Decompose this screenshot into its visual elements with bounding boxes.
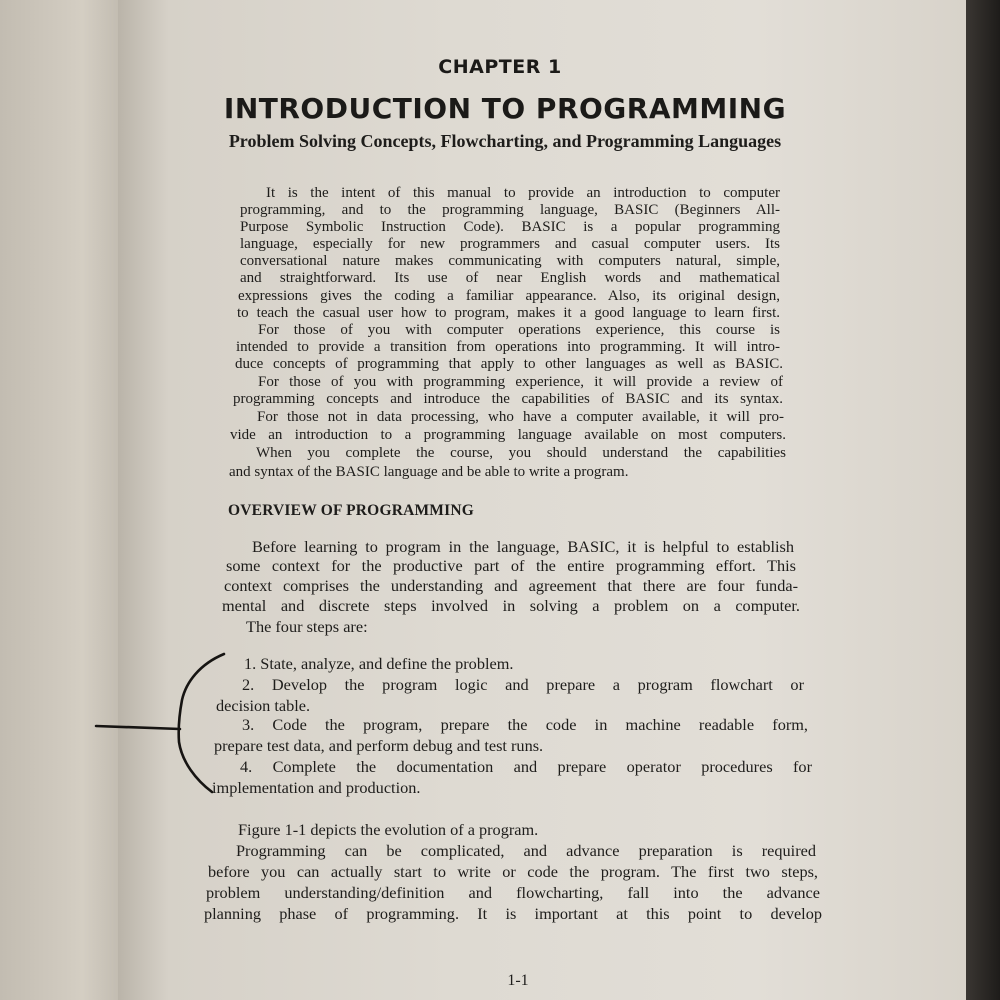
text-line: planning phase of programming. It is important at this point to develop <box>204 904 822 923</box>
text-line: conversational nature makes communicating with computers natural, simple, <box>240 253 780 269</box>
section-heading: OVERVIEW OF PROGRAMMING <box>228 502 475 519</box>
text-line: When you complete the course, you should understand the capabilities <box>256 445 786 461</box>
page-edge-shadow <box>966 0 1000 1000</box>
text-line: language, especially for new programmers and casual computer users. Its <box>240 236 780 252</box>
text-line: The four steps are: <box>246 617 368 636</box>
text-line: For those of you with computer operations experience, this course is <box>258 322 780 338</box>
text-line: For those not in data processing, who have a computer available, it will pro- <box>257 409 784 425</box>
text-line: and syntax of the BASIC language and be able to write a program. <box>229 464 629 480</box>
text-line: context comprises the understanding and agreement that there are four funda- <box>224 576 798 595</box>
text-line: vide an introduction to a programming language available on most computers. <box>230 427 786 443</box>
list-item: decision table. <box>216 696 311 715</box>
text-line: some context for the productive part of the entire programming effort. This <box>226 556 796 575</box>
text-line: mental and discrete steps involved in solving a problem on a computer. <box>222 596 800 615</box>
chapter-subtitle: Problem Solving Concepts, Flowcharting, and Programming Languages <box>228 131 782 151</box>
list-item: 1. State, analyze, and define the problem. <box>244 654 514 673</box>
text-line: before you can actually start to write or code the program. The first two steps, <box>208 862 818 881</box>
list-item: 2. Develop the program logic and prepare a program flowchart or <box>242 675 804 694</box>
chapter-title: INTRODUCTION TO PROGRAMMING <box>223 92 787 125</box>
text-line: intended to provide a transition from operations into programming. It will intro- <box>236 339 780 355</box>
list-item: 3. Code the program, prepare the code in machine readable form, <box>242 715 808 734</box>
text-line: problem understanding/definition and flowcharting, fall into the advance <box>206 883 820 902</box>
list-item: 4. Complete the documentation and prepare operator procedures for <box>240 757 812 776</box>
text-line: and straightforward. Its use of near English words and mathematical <box>240 270 780 286</box>
chapter-label: CHAPTER 1 <box>438 56 562 78</box>
page-number: 1-1 <box>507 972 529 989</box>
text-line: Purpose Symbolic Instruction Code). BASIC is a popular programming <box>240 219 780 235</box>
text-line: to teach the casual user how to program, makes it a good language to learn first. <box>237 305 780 321</box>
list-item: implementation and production. <box>212 778 421 797</box>
text-line: programming, and to the programming language, BASIC (Beginners All- <box>240 202 780 218</box>
text-line: It is the intent of this manual to provide an introduction to computer <box>266 185 780 201</box>
text-line: Before learning to program in the language, BASIC, it is helpful to establish <box>252 537 794 556</box>
text-line: Figure 1-1 depicts the evolution of a program. <box>238 820 539 839</box>
text-line: programming concepts and introduce the capabilities of BASIC and its syntax. <box>233 391 783 407</box>
text-line: duce concepts of programming that apply to other languages as well as BASIC. <box>235 356 783 372</box>
text-line: Programming can be complicated, and advance preparation is required <box>236 841 816 860</box>
text-line: For those of you with programming experience, it will provide a review of <box>258 374 783 390</box>
list-item: prepare test data, and perform debug and test runs. <box>214 736 544 755</box>
text-line: expressions gives the coding a familiar appearance. Also, its original design, <box>238 288 780 304</box>
